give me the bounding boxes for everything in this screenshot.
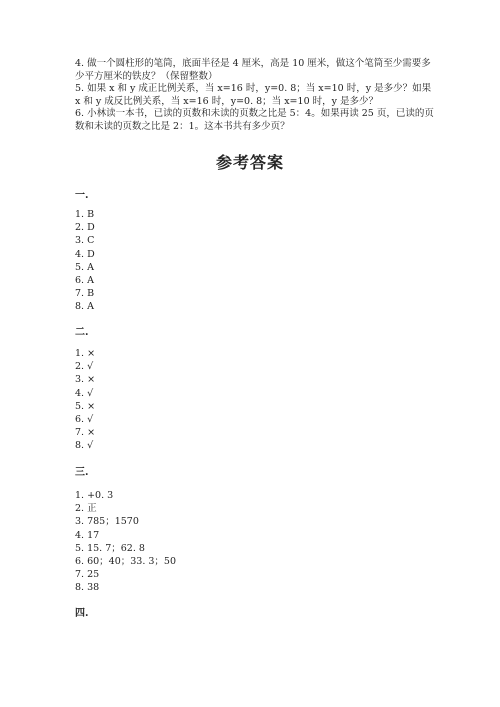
problem-5: 5. 如果 x 和 y 成正比例关系，当 x=16 时，y=0. 8；当 x=10 时，y 是多少？如果 x 和 y 成反比例关系，当 x=16 时，y=0. 8；当 x=10 时，y 是多少？ (75, 83, 432, 107)
section-heading-2: 二. (75, 327, 89, 338)
answer-item: 1. +0. 3 (75, 490, 114, 501)
answer-item: 6. A (75, 275, 94, 287)
answer-item: 1. B (75, 209, 95, 220)
answers-title: 参考答案 (215, 153, 284, 172)
problem-block (75, 58, 435, 133)
answer-item: 2. 正 (75, 503, 97, 515)
answer-item: 3. 785；1570 (75, 516, 139, 528)
answer-item: 5. A (75, 261, 94, 273)
answer-item: 2. √ (75, 361, 94, 373)
answer-item: 4. 17 (75, 529, 100, 541)
section-heading-3: 三. (75, 467, 89, 478)
section-heading-1: 一. (75, 190, 89, 201)
answer-item: 6. √ (75, 414, 94, 426)
answer-item: 7. × (75, 427, 96, 439)
problem-4: 4. 做一个圆柱形的笔筒，底面半径是 4 厘米，高是 10 厘米，做这个笔筒至少需要多少平方厘米的铁皮？（保留整数） (75, 58, 431, 82)
problem-6: 6. 小林读一本书，已读的页数和未读的页数之比是 5：4。如果再读 25 页，已读的页数和未读的页数之比是 2：1。这本书共有多少页？ (75, 108, 434, 132)
section-heading-4: 四. (75, 608, 89, 619)
answer-item: 5. × (75, 400, 96, 412)
answer-item: 4. D (75, 248, 95, 260)
answer-item: 6. 60；40；33. 3；50 (75, 556, 177, 568)
answer-list-2 (75, 347, 95, 453)
answer-item: 7. B (75, 288, 95, 300)
answer-item: 5. 15. 7；62. 8 (75, 542, 145, 554)
answer-item: 4. √ (75, 387, 94, 399)
answer-item: 2. D (75, 222, 95, 234)
answer-list-3 (75, 489, 176, 595)
answer-item: 3. C (75, 235, 95, 247)
answer-item: 7. 25 (75, 569, 100, 581)
answer-list-1 (75, 208, 95, 314)
answer-item: 1. × (75, 348, 96, 359)
answer-item: 3. × (75, 374, 96, 386)
answer-item: 8. √ (75, 440, 94, 452)
answer-item: 8. A (75, 301, 94, 313)
answer-item: 8. 38 (75, 582, 100, 594)
